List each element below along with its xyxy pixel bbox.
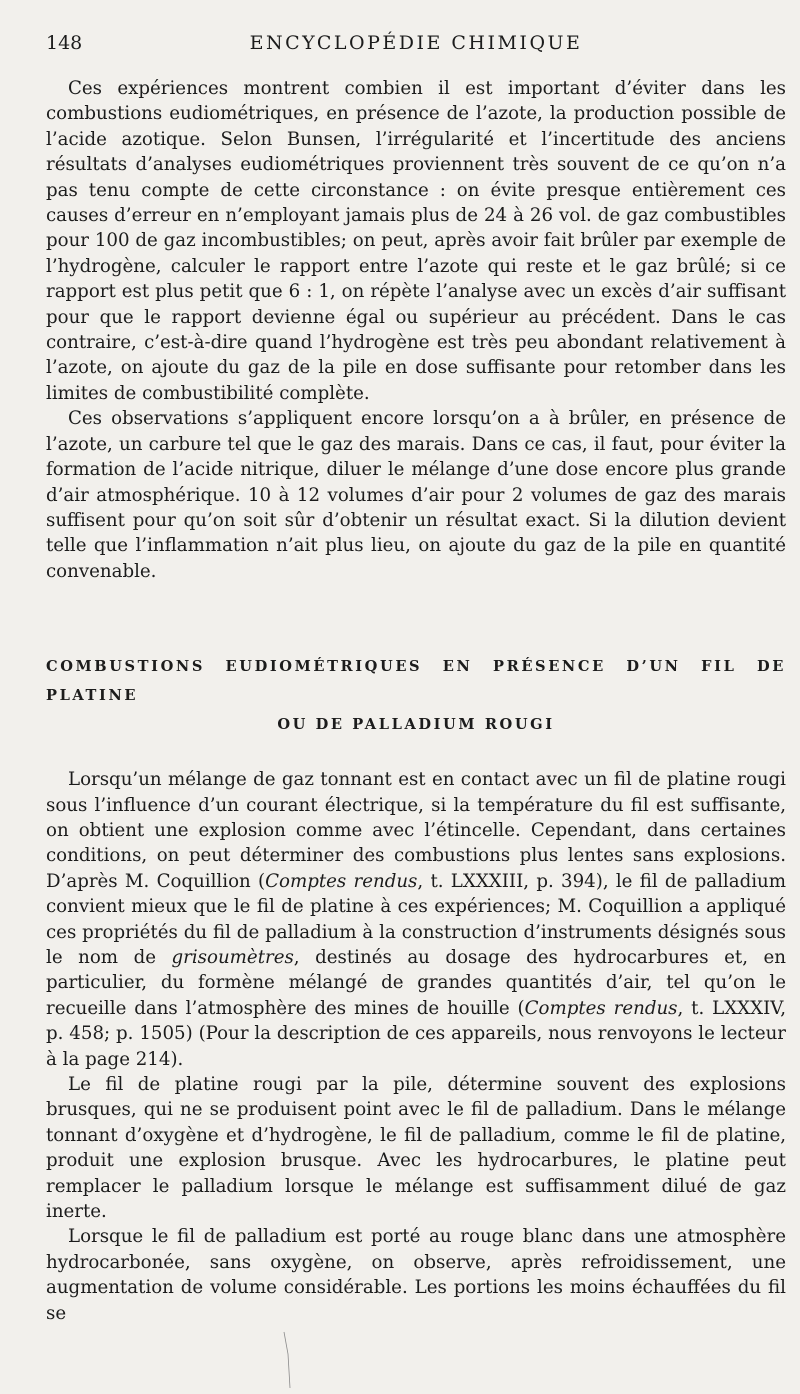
running-head xyxy=(46,28,786,58)
header-title: ENCYCLOPÉDIE CHIMIQUE xyxy=(249,32,583,54)
paragraph-gaz-des-marais: Ces observations s’appliquent encore lorsqu’on a à brûler, en présence de l’azote, un carbure tel que le gaz des marais. Dans ce cas, il faut, pour éviter la formation de l’acide nitrique, diluer le mélange d’une dose encore plus grande d’air atmosphérique. 10 à 12 volumes d’air pour 2 volumes de gaz des marais suffisent pour qu’on soit sûr d’obtenir un résultat exact. Si la dilution devient telle que l’inflammation n’ait plus lieu, on ajoute du gaz de la pile en quantité convenable. xyxy=(46,408,786,582)
section-heading xyxy=(46,652,786,739)
paper-mark-decoration xyxy=(280,1330,300,1390)
citation-comptes-rendus-1: Comptes rendus xyxy=(265,870,418,892)
citation-comptes-rendus-2: Comptes rendus xyxy=(524,997,678,1019)
paragraph-bunsen: Ces expériences montrent combien il est important d’éviter dans les combustions eudiométriques, en présence de l’azote, la production possible de l’acide azotique. Selon Bunsen, l’irrégularité et l’incertitude des anciens résultats d’analyses eudiométriques proviennent très souvent de ce qu’on n’a pas tenu compte de cette circonstance : on évite presque entièrement ces causes d’erreur en n’employant jamais plus de 24 à 26 vol. de gaz combustibles pour 100 de gaz incombustibles; on peut, après avoir fait brûler par exemple de l’hydrogène, calculer le rapport entre l’azote qui reste et le gaz brûlé; si ce rapport est plus petit que 6 : 1, on répète l’analyse avec un excès d’air suffisant pour que le rapport devienne égal ou supérieur au précédent. Dans le cas contraire, c’est-à-dire quand l’hydrogène est très peu abondant relativement à l’azote, on ajoute du gaz de la pile en dose suffisante pour retomber dans les limites de combustibilité complète. xyxy=(46,78,786,404)
paragraph-coquillion xyxy=(46,767,786,1072)
paragraph-platine-rougi: Le fil de platine rougi par la pile, détermine souvent des explosions brusques, qui ne se produisent point avec le fil de palladium. Dans le mélange tonnant d’oxygène et d’hydrogène, le fil de palladium, comme le fil de platine, produit une explosion brusque. Avec les hydrocarbures, le platine peut remplacer le palladium lorsque le mélange est suffisamment dilué de gaz inerte. xyxy=(46,1074,786,1223)
term-grisoumetres: grisoumètres xyxy=(171,946,294,968)
paragraph-rouge-blanc: Lorsque le fil de palladium est porté au rouge blanc dans une atmosphère hydrocarbonée, sans oxygène, on observe, après refroidissement, une augmentation de volume considérable. Les portions les moins échauffées du fil se xyxy=(46,1226,786,1324)
p3-text-b: , t. LXXXIII, p. 394), le fil de palladium convient mieux que le fil de platine à ces expériences; M. Coquillion a appliqué ces propriétés du fil de palladium à la construction d’instruments désignés sous le nom de xyxy=(46,870,786,968)
p3-text-c: , destinés au dosage des hydrocarbures et, en particulier, du formène mélangé de grandes quantités d’air, tel qu’on le recueille dans l’atmosphère des mines de houille ( xyxy=(46,946,786,1019)
book-page xyxy=(46,28,786,1326)
page-number: 148 xyxy=(46,32,83,54)
p3-text-d: , t. LXXXIV, p. 458; p. 1505) (Pour la description de ces appareils, nous renvoyons le lecteur à la page 214). xyxy=(46,997,786,1070)
p3-text-a: Lorsqu’un mélange de gaz tonnant est en contact avec un fil de platine rougi sous l’influence d’un courant électrique, si la température du fil est suffisante, on obtient une explosion comme avec l’étincelle. Cependant, dans certaines conditions, on peut déterminer des combustions plus lentes sans explosions. D’après M. Coquillion ( xyxy=(46,769,786,892)
section-heading-line1: COMBUSTIONS EUDIOMÉTRIQUES EN PRÉSENCE D’UN FIL DE PLATINE xyxy=(46,658,786,705)
section-heading-line2: OU DE PALLADIUM ROUGI xyxy=(277,716,555,734)
